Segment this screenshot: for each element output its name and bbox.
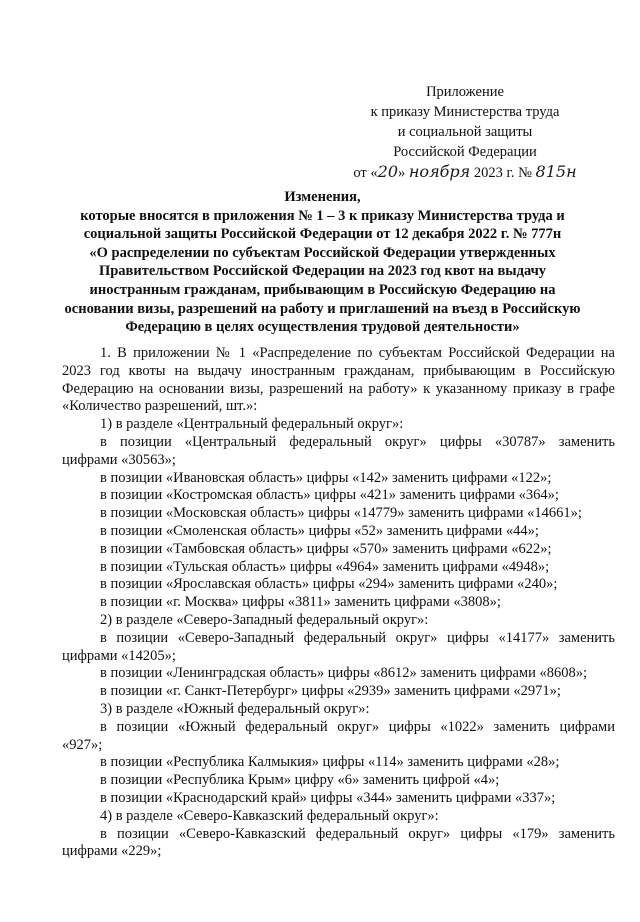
list-item: в позиции «Северо-Кавказский федеральный округ» цифры «179» заменить (100, 825, 615, 842)
intro-line: 1. В приложении № 1 «Распределение по субъектам Российской Федерации на (100, 345, 615, 361)
title-line: основании визы, разрешений на работу и приглашений на въезд в Российскую (64, 300, 581, 317)
title-line: Изменения, (284, 189, 361, 205)
title-line: иностранным гражданам, прибывающим в Российскую Федерацию на (89, 281, 556, 298)
handwritten-number: 815н (535, 162, 577, 181)
intro-line: «Количество разрешений, шт.»: (62, 398, 258, 415)
appendix-order-line: к приказу Министерства труда (370, 104, 560, 120)
handwritten-day: 20 (377, 162, 399, 181)
list-item: в позиции «Республика Калмыкия» цифры «114» заменить цифрами «28»; (100, 754, 560, 771)
title-line: «О распределении по субъектам Российской Федерации утвержденных (89, 244, 556, 261)
list-item: в позиции «г. Санкт-Петербург» цифры «2939» заменить цифрами «2971»; (100, 683, 561, 700)
document-body (62, 345, 615, 861)
list-item: в позиции «Ярославская область» цифры «294» заменить цифрами «240»; (100, 576, 558, 593)
section-heading: 3) в разделе «Южный федеральный округ»: (100, 700, 370, 717)
appendix-header (340, 82, 590, 183)
appendix-date-line (340, 162, 590, 183)
date-mid: » (398, 165, 406, 181)
intro-line: 2023 год квоты на выдачу иностранным гражданам, прибывающим в Российскую (62, 362, 615, 379)
list-item: в позиции «Тульская область» цифры «4964» заменить цифрами «4948»; (100, 558, 550, 575)
list-item: в позиции «Южный федеральный округ» цифры «1022» заменить цифрами (100, 718, 615, 735)
handwritten-month: ноября (408, 162, 471, 181)
list-item: в позиции «Тамбовская область» цифры «570» заменить цифрами «622»; (100, 540, 552, 557)
list-item: в позиции «Костромская область» цифры «421» заменить цифрами «364»; (100, 487, 559, 504)
intro-line: Федерацию на основании визы, разрешений на работу» к указанному приказу в графе (62, 380, 615, 397)
section-heading: 4) в разделе «Северо-Кавказский федеральный округ»: (100, 807, 439, 824)
section-heading: 2) в разделе «Северо-Западный федеральный округ»: (100, 611, 429, 628)
list-item-continuation: цифрами «229»; (62, 843, 162, 860)
list-item-continuation: «927»; (62, 736, 103, 753)
list-item: в позиции «Смоленская область» цифры «52» заменить цифрами «44»; (100, 522, 539, 539)
title-line: Федерацию в целях осуществления трудовой деятельности» (125, 319, 520, 336)
list-item-continuation: цифрами «14205»; (62, 647, 176, 664)
date-year: 2023 г. № (473, 165, 532, 181)
list-item: в позиции «Краснодарский край» цифры «344» заменить цифрами «337»; (100, 789, 556, 806)
list-item: в позиции «Ивановская область» цифры «142» заменить цифрами «122»; (100, 469, 552, 486)
appendix-title: Приложение (426, 84, 504, 100)
list-item: в позиции «Центральный федеральный округ» цифры «30787» заменить (100, 433, 615, 450)
list-item: в позиции «Московская область» цифры «14779» заменить цифрами «14661»; (100, 505, 582, 522)
section-heading: 1) в разделе «Центральный федеральный округ»: (100, 416, 404, 433)
document-title (30, 188, 615, 337)
date-prefix: от « (353, 165, 378, 181)
list-item: в позиции «г. Москва» цифры «3811» заменить цифрами «3808»; (100, 594, 501, 611)
appendix-country-line: Российской Федерации (393, 144, 537, 160)
list-item: в позиции «Северо-Западный федеральный округ» цифры «14177» заменить (100, 629, 615, 646)
title-line: Правительством Российской Федерации на 2023 год квот на выдачу (98, 263, 547, 280)
title-line: которые вносятся в приложения № 1 – 3 к приказу Министерства труда и (80, 207, 565, 224)
list-item-continuation: цифрами «30563»; (62, 451, 176, 468)
list-item: в позиции «Республика Крым» цифру «6» заменить цифрой «4»; (100, 772, 500, 789)
title-line: социальной защиты Российской Федерации от 12 декабря 2022 г. № 777н (83, 226, 562, 243)
appendix-ministry-line: и социальной защиты (397, 124, 533, 140)
list-item: в позиции «Ленинградская область» цифры «8612» заменить цифрами «8608»; (100, 665, 587, 682)
